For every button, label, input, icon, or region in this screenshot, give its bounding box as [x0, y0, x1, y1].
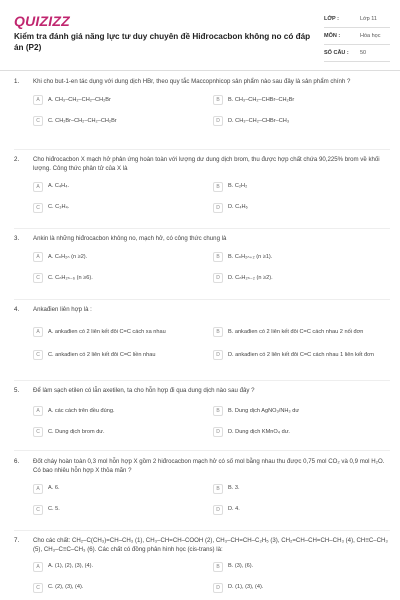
option-b[interactable]	[213, 93, 294, 108]
option-text: C. CₙH₂ₙ₋₆ (n ≥6).	[48, 274, 93, 281]
option-letter: C	[33, 583, 43, 593]
option-letter: C	[33, 505, 43, 515]
answer-options	[33, 323, 388, 373]
option-letter: D	[213, 116, 223, 126]
option-c[interactable]	[33, 201, 69, 216]
option-text: C. Dung dịch brom dư.	[48, 428, 105, 435]
option-letter: A	[33, 327, 43, 337]
option-c[interactable]	[33, 581, 83, 596]
question-text: Đốt cháy hoàn toàn 0,3 mol hỗn hợp X gồm 2 hiđrocacbon mạch hở có số mol bằng nhau thu được 0,75 mol CO₂ và 0,9 mol H₂O. Có bao nhiêu hỗn hợp X thỏa mãn ?	[33, 458, 385, 474]
option-a[interactable]	[33, 250, 87, 265]
option-b[interactable]	[213, 323, 388, 342]
option-text: B. 3.	[228, 485, 240, 492]
option-letter: A	[33, 182, 43, 192]
option-letter: C	[33, 203, 43, 213]
question-5	[0, 387, 400, 444]
option-text: B. ankađien có 2 liên kết đôi C=C cách nhau 2 nối đơn	[228, 328, 364, 335]
answer-options	[33, 250, 388, 290]
question-divider	[14, 380, 390, 381]
option-text: C. 5.	[48, 506, 60, 513]
option-letter: B	[213, 182, 223, 192]
option-a[interactable]	[33, 93, 111, 108]
option-text: A. C₄H₄.	[48, 183, 70, 190]
option-text: C. C₃H₄.	[48, 204, 70, 211]
question-text: Để làm sạch etilen có lẫn axetilen, ta cho hỗn hợp đi qua dung dịch nào sau đây ?	[33, 387, 255, 394]
option-text: D. CₙH₂ₙ₋₂ (n ≥2).	[228, 274, 273, 281]
question-number: 2.	[14, 156, 20, 163]
answer-options	[33, 404, 388, 444]
option-letter: D	[213, 203, 223, 213]
option-c[interactable]	[33, 348, 208, 363]
option-b[interactable]	[213, 482, 240, 497]
option-d[interactable]	[213, 346, 388, 365]
option-text: B. CₙH₂ₙ₊₂ (n ≥1).	[228, 253, 273, 260]
option-text: B. C₂H₂	[228, 183, 248, 190]
worksheet-header	[0, 0, 400, 70]
option-text: D. 4.	[228, 506, 240, 513]
question-divider	[14, 530, 390, 531]
option-letter: A	[33, 406, 43, 416]
option-d[interactable]	[213, 114, 289, 129]
question-divider	[14, 228, 390, 229]
worksheet-meta	[324, 11, 390, 62]
option-text: A. CₙH₂ₙ (n ≥2).	[48, 253, 88, 260]
option-b[interactable]	[213, 560, 253, 575]
question-number: 4.	[14, 306, 20, 313]
option-letter: A	[33, 252, 43, 262]
meta-key: SỐ CÂU :	[324, 50, 349, 56]
question-text: Cho hiđrocacbon X mạch hở phản ứng hoàn toàn với lượng dư dung dịch brom, thu được hợp chất chứa 90,225% brom về khối lượng. Công thức phân tử của X là	[33, 156, 380, 172]
question-number: 5.	[14, 387, 20, 394]
option-letter: A	[33, 484, 43, 494]
option-text: D. C₄H₆	[228, 204, 248, 211]
option-text: C. (2), (3), (4).	[48, 584, 84, 591]
option-a[interactable]	[33, 404, 115, 419]
question-1	[0, 78, 400, 133]
option-b[interactable]	[213, 180, 247, 195]
option-letter: B	[213, 327, 223, 337]
option-letter: C	[33, 273, 43, 283]
question-text: Khi cho but-1-en tác dụng với dung dịch HBr, theo quy tắc Maccopnhicop sản phẩm nào sau đây là sản phẩm chính ?	[33, 78, 351, 85]
option-letter: C	[33, 116, 43, 126]
question-text: Cho các chất: CH₂–C(CH₃)=CH–CH₃ (1), CH₃–CH=CH–COOH (2), CH₃–CH=CH–C₂H₅ (3), CH₂=CH–CH=CH–CH₃ (4), CH≡C–CH₃ (5), CH₃–C≡C–CH₃ (6). Các chất có đồng phân hình học (cis-trans) là:	[33, 537, 388, 553]
option-text: C. CH₂Br–CH₂–CH₂–CH₂Br	[48, 117, 117, 124]
question-divider	[14, 450, 390, 451]
header-divider	[0, 70, 400, 71]
option-letter: C	[33, 350, 43, 360]
option-text: A. (1), (2), (3), (4).	[48, 563, 94, 570]
question-number: 3.	[14, 235, 20, 242]
option-letter: B	[213, 562, 223, 572]
option-text: D. ankađien có 2 liên kết đôi C=C cách nhau 1 liên kết đơn	[228, 351, 374, 358]
question-number: 7.	[14, 537, 20, 544]
answer-options	[33, 180, 388, 220]
option-letter: D	[213, 583, 223, 593]
quizizz-logo: QUIZIZZ	[14, 13, 70, 29]
question-7	[0, 537, 400, 600]
meta-value: Lớp 11	[360, 16, 377, 22]
option-c[interactable]	[33, 271, 93, 286]
option-letter: B	[213, 252, 223, 262]
option-d[interactable]	[213, 201, 248, 216]
option-letter: C	[33, 427, 43, 437]
answer-options	[33, 93, 388, 133]
option-c[interactable]	[33, 425, 105, 440]
question-number: 6.	[14, 458, 20, 465]
option-letter: A	[33, 562, 43, 572]
meta-value: 50	[360, 50, 367, 56]
option-d[interactable]	[213, 503, 240, 518]
option-letter: D	[213, 350, 223, 360]
option-letter: D	[213, 505, 223, 515]
question-2	[0, 156, 400, 220]
option-letter: B	[213, 406, 223, 416]
option-c[interactable]	[33, 114, 117, 129]
option-text: A. ankađien có 2 liên kết đôi C=C cách xa nhau	[48, 328, 166, 335]
option-text: A. 6.	[48, 485, 60, 492]
option-b[interactable]	[213, 250, 272, 265]
meta-key: MÔN :	[324, 33, 341, 39]
option-text: A. các cách trên đều đúng.	[48, 407, 115, 414]
question-6	[0, 458, 400, 522]
option-text: B. CH₃–CH₂–CHBr–CH₂Br	[228, 96, 295, 103]
option-letter: A	[33, 95, 43, 105]
question-3	[0, 235, 400, 290]
question-text: Ankin là những hiđrocacbon không no, mạch hở, có công thức chung là	[33, 235, 227, 242]
option-c[interactable]	[33, 503, 60, 518]
question-4	[0, 306, 400, 373]
question-text: Ankađien liên hợp là :	[33, 306, 92, 313]
option-b[interactable]	[213, 404, 299, 419]
meta-row-count	[324, 45, 390, 62]
meta-key: LỚP :	[324, 16, 339, 22]
option-text: D. (1), (3), (4).	[228, 584, 264, 591]
option-d[interactable]	[213, 581, 263, 596]
meta-row-subject	[324, 28, 390, 45]
answer-options	[33, 560, 388, 600]
answer-options	[33, 482, 388, 522]
option-letter: B	[213, 95, 223, 105]
option-text: C. ankađien có 2 liên kết đôi C=C liền nhau	[48, 351, 156, 358]
question-number: 1.	[14, 78, 20, 85]
option-letter: B	[213, 484, 223, 494]
question-divider	[14, 149, 390, 150]
meta-row-class	[324, 11, 390, 28]
option-letter: D	[213, 273, 223, 283]
option-text: A. CH₃–CH₂–CH₂–CH₂Br	[48, 96, 111, 103]
option-text: D. Dung dịch KMnO₄ dư.	[228, 428, 290, 435]
option-text: B. (3), (6).	[228, 563, 254, 570]
worksheet-title: Kiểm tra đánh giá năng lực tư duy chuyên đề Hiđrocacbon không no có đáp án (P2)	[14, 32, 311, 52]
option-text: D. CH₃–CH₂–CHBr–CH₃	[228, 117, 290, 124]
option-a[interactable]	[33, 560, 93, 575]
option-letter: D	[213, 427, 223, 437]
option-a[interactable]	[33, 325, 208, 340]
option-d[interactable]	[213, 425, 290, 440]
option-d[interactable]	[213, 271, 273, 286]
option-a[interactable]	[33, 180, 69, 195]
option-text: B. Dung dịch AgNO₃/NH₃ dư	[228, 407, 300, 414]
meta-value: Hóa học	[360, 33, 381, 39]
question-divider	[14, 299, 390, 300]
option-a[interactable]	[33, 482, 60, 497]
